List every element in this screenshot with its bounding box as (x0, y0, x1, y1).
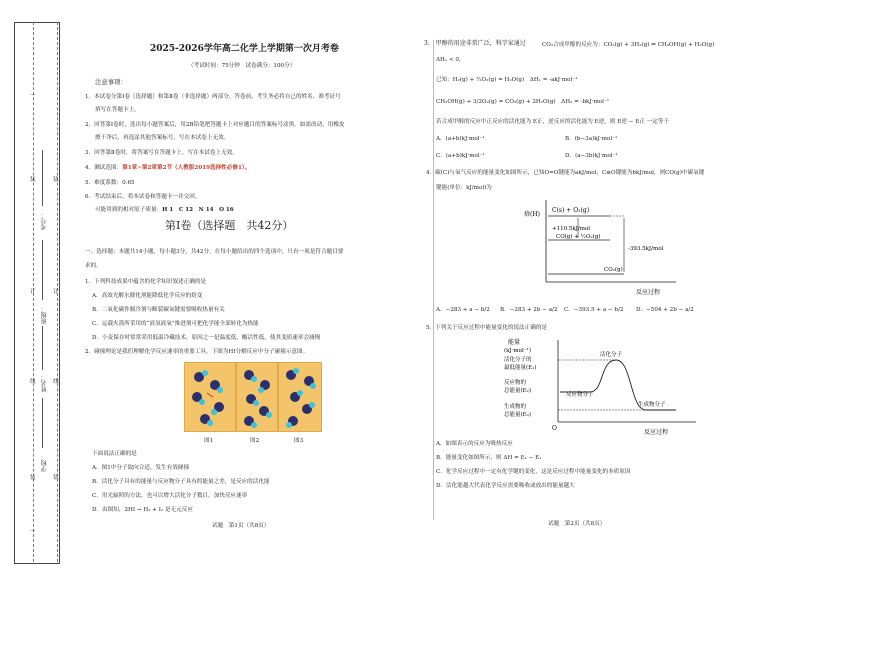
q3-option-b[interactable]: B．(b−3a)kJ·mol⁻¹ (565, 136, 618, 142)
scope-line (85, 164, 250, 172)
scope-prefix: 4．测试范围： (85, 165, 123, 171)
q4-option-d[interactable]: D．−504 + 2b − a/2 (636, 307, 694, 313)
fig1-label: 图1 (204, 438, 214, 444)
notice-heading: 注意事项： (95, 78, 127, 86)
class-label: 班级： (41, 306, 48, 324)
q2-option-b[interactable]: B．活化分子具有的能量与反应物分子具有的能量之差，是反应的活化能 (92, 479, 270, 485)
scope-range: 第1章~第2章第2节（人教版2019选择性必修1）。 (122, 165, 251, 171)
seal-word: 装 (30, 177, 36, 183)
peak-label: 活化分子 (600, 352, 623, 358)
mid-state-label: CO(g) + ½O₂(g) (556, 234, 601, 240)
school-label: 学校： (41, 454, 48, 472)
q5-option-c[interactable]: C．化学反应过程中一定有化学键的变化，这是反应过程中能量变化的本质原因 (436, 469, 631, 475)
number-field[interactable] (42, 150, 43, 206)
top-state-label: C(s) + O₂(g) (552, 207, 590, 214)
origin-label: O (552, 425, 557, 432)
class-field[interactable] (42, 240, 43, 300)
activated-label-2: 最低能量(E₁) (504, 365, 537, 371)
q1-option-b[interactable]: B．二氧化碳作制冷剂与断裂碳氧键需要吸收热量有关 (92, 307, 225, 313)
q4-option-c[interactable]: C．−393.5 + a − b/2 (564, 307, 624, 313)
seal-word: 装 (53, 177, 59, 183)
end-note: 6．考试结束后，将本试卷和答题卡一并交回。 (85, 194, 201, 200)
y-axis-label: 焓(H) (524, 211, 540, 218)
activated-label: 活化分子的 (504, 357, 532, 363)
seal-word: 装 (30, 475, 36, 481)
q3-known-2: CH₃OH(g) + 3/2O₂(g) = CO₂(g) + 2H₂O(g) ΔH₂ = -bkJ·mol⁻¹ (436, 99, 610, 105)
collision-figure-3 (278, 362, 322, 432)
q5-stem: 5．下列关于反应过程中能量变化的说法正确的是 (426, 325, 548, 331)
number-label: 考号： (41, 212, 48, 230)
seal-word: 订 (30, 289, 36, 295)
product-label-2: 总能量(E₃) (504, 412, 532, 418)
atomic-values: H 1 C 12 N 14 O 16 (162, 207, 234, 213)
school-field[interactable] (42, 398, 43, 448)
q5-option-b[interactable]: B．能量变化如图所示，则 ΔH = E₁ − E₁ (436, 455, 542, 461)
q3-option-d[interactable]: D．(a−3b)kJ·mol⁻¹ (565, 153, 618, 159)
reactant-label-2: 总能量(E₂) (504, 388, 532, 394)
exam-title: 2025-2026学年高二化学上学期第一次月考卷 (150, 44, 339, 54)
exam-subtitle: （考试时间：75分钟 试卷满分：100分） (188, 63, 296, 69)
dh2-label: -393.5kJ/mol (628, 246, 664, 252)
seal-word: … (30, 527, 36, 533)
atomic-mass-line (95, 206, 234, 214)
notice-line: 填写在答题卡上。 (95, 107, 140, 113)
seal-word: 订 (53, 289, 59, 295)
notice-line: 3．回答第Ⅱ卷时，将答案写在答题卡上。写在本试卷上无效。 (85, 150, 238, 156)
q1-option-d[interactable]: D．小麦保存时常常采用低温冷藏技术，原因之一是温度低，酶活性低，使其变质速率会减慢 (92, 335, 321, 341)
q4-option-b[interactable]: B．−283 + 2b − a/2 (500, 307, 558, 313)
q2-stem: 2．碰撞理论是我们理解化学反应速率的重要工具，下图为HI分解反应中分子碰撞示意图。 (85, 349, 309, 355)
q3-dh-note: ΔH₁ < 0， (436, 57, 465, 63)
hi-molecules-2-icon (237, 363, 277, 431)
y-unit-label: (kJ·mol⁻¹) (504, 348, 531, 354)
collision-figure-1 (184, 362, 236, 432)
section-intro: 一、选择题：本题共14小题，每小题3分，共42分。在每小题给出的四个选项中，只有一项是符合题目要 (85, 249, 344, 255)
q4-option-a[interactable]: A．−283 + a − b/2 (436, 307, 490, 313)
atomic-prefix: 可能用到的相对原子质量： (95, 207, 163, 213)
collision-figure-2 (236, 362, 278, 432)
name-field[interactable] (42, 326, 43, 370)
energy-profile-diagram (500, 334, 700, 440)
q3-option-c[interactable]: C．(a+b)kJ·mol⁻¹ (436, 153, 485, 159)
seal-word: 线 (30, 379, 36, 385)
q3-option-a[interactable]: A．(a+b)kJ·mol⁻¹ (436, 136, 485, 142)
q3-known-1: 已知：H₂(g) + ½O₂(g) = H₂O(g) ΔH₁ = -akJ·mol⁻¹ (436, 77, 578, 83)
seal-word: … (30, 91, 36, 97)
q5-option-d[interactable]: D．活化能越大代表化学反应需要吸收或放出的能量越大 (436, 483, 575, 489)
page-footer-1: 试题 第1页（共8页） (212, 523, 270, 529)
product-mol-label: 生成物分子 (638, 402, 666, 408)
q4-stem-2: 键能(单位：kJ/mol)为 (436, 185, 492, 191)
name-label: 姓名： (41, 374, 48, 392)
notice-line: 擦干净后，再选涂其他答案标号。写在本试卷上无效。 (95, 135, 230, 141)
reactant-mol-label: 反应物分子 (566, 392, 594, 398)
q3-ask: 若合成甲醇的反应中正反应的活化能为 E正，逆反应的活化能为 E逆，则 E逆 − E正 一定等于 (436, 119, 670, 125)
seal-word: 装 (53, 475, 59, 481)
difficulty-line: 5．难度系数：0.65 (85, 180, 135, 186)
fig3-label: 图3 (294, 438, 304, 444)
bottom-state-label: CO₂(g) (604, 267, 623, 273)
product-label: 生成物的 (504, 404, 527, 410)
x-axis-label: 反应过程 (636, 289, 661, 296)
hi-molecules-1-icon (185, 363, 235, 431)
q5-option-a[interactable]: A．如图表示的反应为吸热反应 (436, 441, 513, 447)
seal-word: 线 (53, 379, 59, 385)
notice-line: 1．本试卷分第Ⅰ卷（选择题）和第Ⅱ卷（非选择题）两部分。答卷前，考生务必将自己的姓名、准考证号 (85, 94, 341, 100)
section-title: 第Ⅰ卷（选择题 共42分） (165, 219, 294, 232)
reactant-label: 反应物的 (504, 380, 527, 386)
q2-option-c[interactable]: C．用光辐照的方法，也可以增大活化分子数目，加快反应速率 (92, 493, 248, 499)
hi-molecules-3-icon (279, 363, 321, 431)
q3-reaction: CO₂合成甲醇的反应为：CO₂(g) + 3H₂(g) ⇌ CH₃OH(g) + H₂O(g) (542, 42, 715, 48)
section-intro-2: 求的。 (85, 263, 102, 269)
q1-option-c[interactable]: C．运载火箭所采用的“液氢液氧”推进剂可把化学能全部转化为热能 (92, 321, 259, 327)
x-axis-label: 反应过程 (644, 429, 669, 436)
y-axis-label: 能量 (508, 339, 521, 346)
q3-intro: 3. 甲醇的用途非常广泛，科学家通过 (424, 40, 526, 47)
notice-line: 2．回答第Ⅰ卷时，选出每小题答案后，用2B铅笔把答题卡上对应题目的答案标号涂黑。如需改动，用橡皮 (85, 122, 345, 128)
enthalpy-diagram (520, 196, 680, 296)
q1-stem: 1．下列科技成果中蕴含的化学知识叙述正确的是 (85, 279, 207, 285)
q2-question: 下面说法正确的是 (92, 451, 137, 457)
page-footer-2: 试题 第2页（共8页） (548, 521, 606, 527)
q2-option-d[interactable]: D．由图知，2HI → H₂ + I₂ 是无元反应 (92, 507, 193, 513)
q2-option-a[interactable]: A．图1中分子取向合适，发生有效碰撞 (92, 465, 190, 471)
page-divider (433, 40, 434, 520)
dh1-label: +110.5kJ/mol (552, 226, 591, 232)
q4-stem: 4．碳(C)与氧气反应的能量变化如图所示，已知O=O键能为akJ/mol，C≡O键能为bkJ/mol，则CO(g)中碳氧键 (426, 170, 705, 176)
q1-option-a[interactable]: A．高效光解水催化剂能降低化学反应的焓变 (92, 293, 203, 299)
fig2-label: 图2 (250, 438, 260, 444)
